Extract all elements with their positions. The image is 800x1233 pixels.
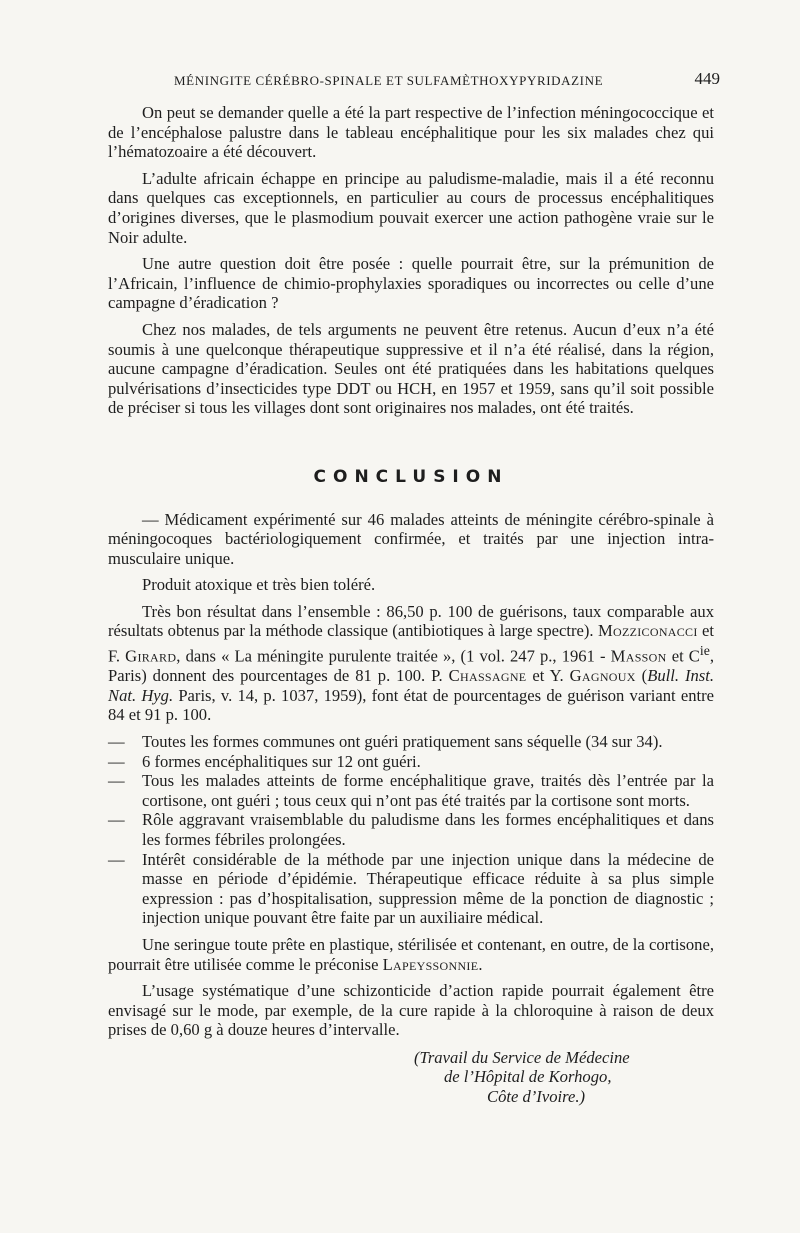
text-span: , Paris) donnent des pourcentages de 81 p. 100. P. [108, 646, 715, 686]
text-span: , dans « La méningite purulente traitée », (1 vol. 247 p., 1961 - [176, 646, 611, 666]
publisher-name: Masson [610, 646, 667, 666]
page-number: 449 [694, 69, 720, 88]
conclusion-heading: CONCLUSION [313, 466, 509, 487]
credit-line: (Travail du Service de Médecine [414, 1047, 630, 1067]
text-span: ( [635, 666, 648, 686]
list-item-text: Intérêt considérable de la méthode par une injection unique dans la médecine de masse en période d’épidémie. Thérapeutique efficace réduite à sa plus simple expression : pas d’hospitalisation, suppression même de la ponction de diagnostic ; injection unique pouvant être faite par un auxiliaire médical. [142, 849, 714, 928]
paragraph: Produit atoxique et très bien toléré. [142, 575, 376, 595]
credit-block [414, 1048, 714, 1107]
list-item-text: Rôle aggravant vraisemblable du paludisme dans les formes encéphalitiques et dans les formes fébriles prolongées. [142, 810, 714, 849]
list-item [108, 810, 714, 849]
paragraph: Une autre question doit être posée : quelle pourrait être, sur la prémunition de l’Africain, l’influence de chimio-prophylaxies sporadiques ou incorrectes ou celle d’une campagne d’éradication ? [108, 254, 714, 313]
dash: — [108, 731, 125, 751]
list-item [108, 850, 714, 928]
author-name: Lapeyssonnie [382, 954, 479, 974]
text-span: et F. [108, 621, 715, 666]
text-span: Très bon résultat dans l’ensemble : 86,50 p. 100 de guérisons, taux comparable aux résultats obtenus par la méthode classique (antibiotiques à large spectre). [108, 601, 714, 641]
dash: — [108, 810, 125, 830]
body-text [108, 103, 714, 1106]
text-span: et Y. [526, 666, 570, 686]
text-span: Une seringue toute prête en plastique, stérilisée et contenant, en outre, de la cortisone, pourrait être utilisée comme le préconise [108, 934, 714, 974]
list-item-text: Tous les malades atteints de forme encéphalitique grave, traités dès l’entrée par la cortisone, ont guéri ; tous ceux qui n’ont pas été traités par la cortisone sont morts. [142, 771, 714, 810]
paragraph: On peut se demander quelle a été la part respective de l’infection méningococcique et de l’encéphalose palustre dans le tableau encéphalitique pour les six malades chez qui l’hématozoaire a été découvert. [108, 103, 714, 162]
author-name: Chassagne [448, 666, 527, 686]
author-name: Gagnoux [569, 666, 636, 686]
journal-name: Bull. Inst. Nat. Hyg. [108, 666, 714, 705]
superscript: ie [699, 643, 710, 659]
text-span: . [478, 954, 483, 974]
list-item-text: 6 formes encéphalitiques sur 12 ont guéri. [142, 751, 421, 771]
running-title: MÉNINGITE CÉRÉBRO-SPINALE ET SULFAMÈTHOXYPYRIDAZINE [174, 73, 604, 88]
text-span: et C [666, 646, 700, 666]
list-item [108, 752, 714, 772]
credit-line: Côte d’Ivoire.) [487, 1086, 585, 1106]
paragraph: L’usage systématique d’une schizonticide d’action rapide pourrait également être envisagé sur le mode, par exemple, de la cure rapide à la chloroquine à raison de deux prises de 0,60 g à douze heures d’intervalle. [108, 981, 714, 1040]
dash: — [108, 751, 125, 771]
conclusion-intro: — Médicament expérimenté sur 46 malades atteints de méningite cérébro-spinale à méningocoques bactériologiquement confirmée, et traités par une injection intra-musculaire unique. [108, 509, 714, 568]
author-name: Mozziconacci [597, 621, 698, 641]
paragraph: L’adulte africain échappe en principe au paludisme-maladie, mais il a été reconnu dans quelques cas exceptionnels, en particulier au cours de processus encéphalitiques d’origines diverses, que le plasmodium pouvait exercer une action pathogène vraie sur le Noir adulte. [108, 168, 714, 247]
list-item [108, 771, 714, 810]
dash: — [108, 849, 125, 869]
paragraph: Chez nos malades, de tels arguments ne peuvent être retenus. Aucun d’eux n’a été soumis à une quelconque thérapeutique suppressive et il n’a été réalisé, dans la région, aucune campagne d’éradication. Seules ont été pratiquées dans les habitations quelques pulvérisations d’insecticides type DDT ou HCH, en 1957 et 1959, sans qu’il soit possible de préciser si tous les villages dont sont originaires nos malades, ont été traités. [108, 319, 714, 418]
credit-line: de l’Hôpital de Korhogo, [444, 1067, 612, 1087]
results-paragraph [108, 602, 714, 725]
running-header [108, 69, 720, 95]
list-item [108, 732, 714, 752]
conclusion-list [108, 732, 714, 928]
text-span: Paris, v. 14, p. 1037, 1959), font état de pourcentages de guérison variant entre 84 et 91 p. 100. [108, 685, 714, 725]
syringe-paragraph [108, 935, 714, 974]
list-item-text: Toutes les formes communes ont guéri pratiquement sans séquelle (34 sur 34). [142, 731, 663, 751]
author-name: Girard [125, 646, 177, 666]
dash: — [108, 771, 125, 791]
